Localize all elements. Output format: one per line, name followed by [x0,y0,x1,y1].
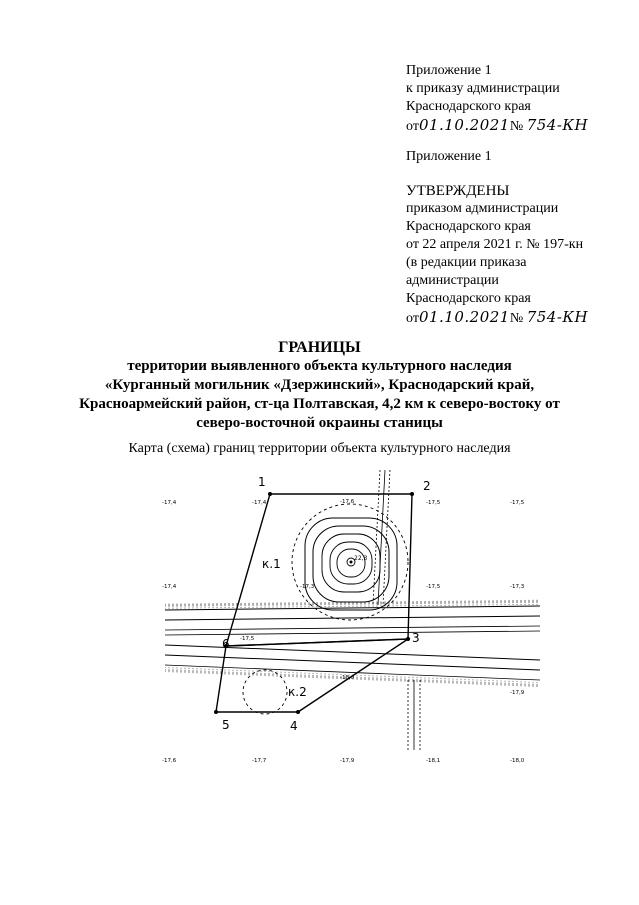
elevation-mark: -17,6 [340,499,355,505]
title-line-5: северо-восточной окраины станицы [196,415,443,431]
point-label-1: 1 [258,475,266,489]
elevation-mark: -17,5 [426,584,441,590]
point-marker-4 [296,710,300,714]
elevation-mark: -18,1 [426,758,441,764]
elevation-mark: -18,0 [340,675,355,681]
number-prefix-2: № [509,311,524,326]
approved-line-1: приказом администрации [406,201,559,216]
elevation-mark: -18,0 [510,758,525,764]
approved-line-5: администрации [406,273,499,288]
handwritten-date-2: 01.10.2021 [418,308,510,326]
contour-label-k1: к.1 [262,557,281,571]
document-title [0,338,639,433]
appendix-region-line: Краснодарского края [406,99,531,114]
elevation-mark: -17,5 [426,500,441,506]
date-prefix-2: от [406,311,419,326]
point-label-6: 6 [222,637,230,651]
elevation-mark: -17,9 [510,690,525,696]
approved-heading: УТВЕРЖДЕНЫ [406,183,510,199]
elevation-mark: -17,6 [162,758,177,764]
elevation-mark: -17,4 [162,584,177,590]
title-line-2: территории выявленного объекта культурного наследия [127,358,512,374]
elevation-mark: -17,5 [240,636,255,642]
point-marker-1 [268,492,272,496]
road-vertical-bottom [408,680,420,750]
handwritten-date: 01.10.2021 [418,116,510,134]
point-marker-2 [410,492,414,496]
elevation-mark: -17,5 [510,500,525,506]
elevation-mark: -17,7 [252,758,267,764]
elevation-mark: -17,3 [300,584,315,590]
elevation-mark: -17,4 [252,500,267,506]
elevation-mark: -17,4 [162,500,177,506]
approved-line-6: Краснодарского края [406,291,531,306]
point-label-4: 4 [290,719,298,733]
appendix-date-line [406,116,588,136]
map-caption: Карта (схема) границ территории объекта культурного наследия [128,441,511,456]
handwritten-number: 754-КН [526,116,589,134]
road-upper [165,600,540,635]
handwritten-number-2: 754-КН [526,308,589,326]
approved-line-3: от 22 апреля 2021 г. № 197-кн [406,237,584,252]
appendix-title: Приложение 1 [406,63,492,78]
appendix-block-1 [406,62,588,136]
point-marker-3 [406,637,410,641]
appendix-title-2: Приложение 1 [406,149,492,164]
contour-label-k2: к.2 [288,685,307,699]
number-prefix: № [509,119,524,134]
title-line-4: Красноармейский район, ст-ца Полтавская, 4,2 км к северо-востоку от [79,396,560,412]
point-label-5: 5 [222,718,230,732]
elevation-mark: -17,3 [510,584,525,590]
date-prefix: от [406,119,419,134]
elevation-mark: -17,9 [340,758,355,764]
point-marker-5 [214,710,218,714]
approved-line-2: Краснодарского края [406,219,531,234]
boundary-polygon-north [226,494,412,646]
title-line-1: ГРАНИЦЫ [278,339,361,356]
appendix-block-2 [406,148,492,166]
kurgan-2-contour [243,670,287,714]
point-label-3: 3 [412,631,420,645]
appendix-order-line: к приказу администрации [406,81,560,96]
summit-mark: 22,3 [354,555,368,562]
title-line-3: «Курганный могильник «Дзержинский», Краснодарский край, [104,377,535,393]
approved-block [406,182,588,328]
point-label-2: 2 [423,479,431,493]
approved-date-line [406,308,588,328]
boundary-map [140,470,540,770]
approved-line-4: (в редакции приказа [406,255,527,270]
